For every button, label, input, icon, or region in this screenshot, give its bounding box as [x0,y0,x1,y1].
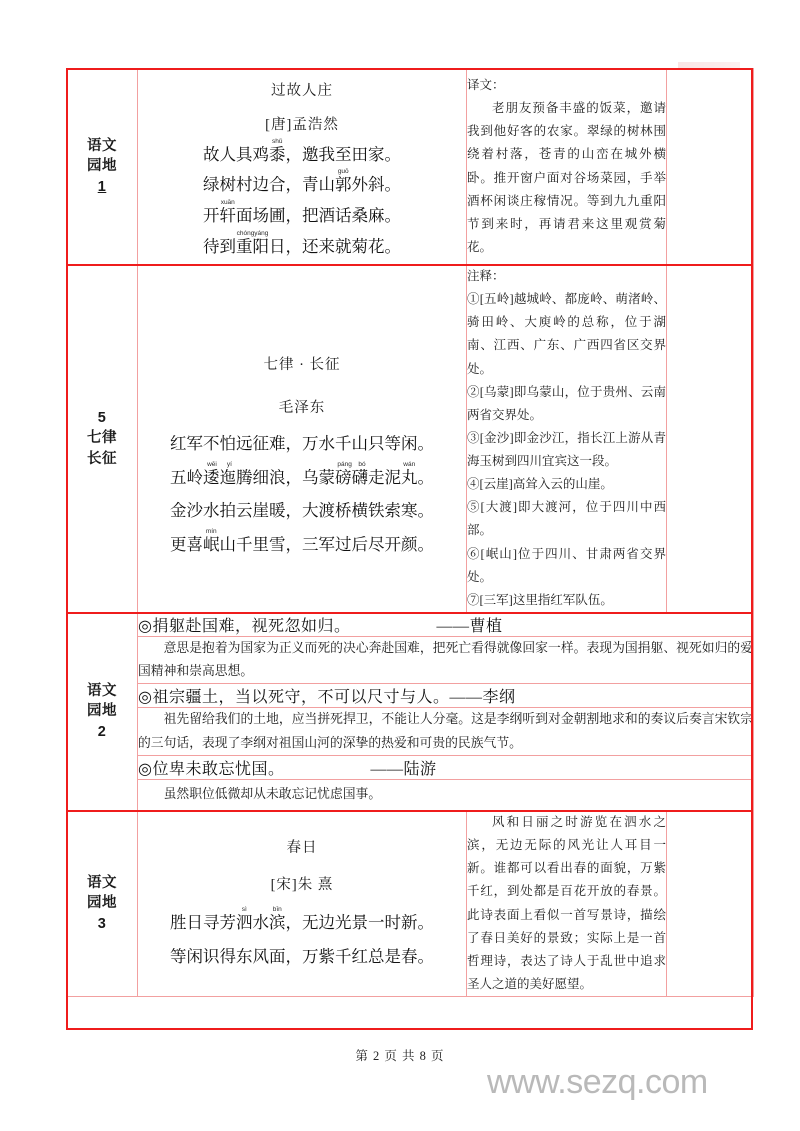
annotation-item: ⑤[大渡]即大渡河，位于四川中西部。 [467,500,666,538]
annotation-cell-2 [467,265,667,613]
poem-text: ，无边光景一时新。 [285,912,434,932]
row-label-number: 3 [97,915,107,932]
poem-text: 面场圃，把酒话桑麻。 [236,206,401,225]
translation-body: 老朋友预备丰盛的饭菜，邀请我到他好客的农家。翠绿的树林围绕着村落，苍青的山峦在城外横卧。推开窗户面对谷场菜园，手举酒杯闲谈庄稼情况。等到九九重阳节到来时，再请君来这里观赏菊花。 [467,101,666,254]
row-label-line: 园地 [87,895,117,912]
row-label-line: 语文 [87,874,117,891]
table-row [67,684,754,708]
poem-text: 胜日寻芳 [170,912,236,932]
table-row [67,811,754,997]
row-label-line: 语文 [87,137,117,154]
poem-text: 故人具鸡 [203,144,269,164]
row-label-cell-4 [67,811,138,997]
table-row [67,708,754,756]
pinyin-label: mín [203,528,220,536]
poem-line [138,940,466,974]
poem-title: 春日 [286,839,318,856]
poem-text: 走泥 [368,467,401,487]
poem-text: 更喜 [170,535,203,555]
translation-cell-4 [467,811,667,997]
table-row [67,780,754,811]
poem-text: ，邀我至田家。 [285,144,401,164]
poem-line [138,461,466,495]
poem-line [138,199,466,230]
annotation-list [467,288,666,612]
poem-text: 红军不怕远征难，万水千山只等闲。 [170,433,434,453]
poem-line [138,906,466,940]
poem-text: 绿树村边合，青山 [203,175,335,195]
poem-text: 山千里雪，三军过后尽开颜。 [219,535,434,555]
empty-cell-2 [667,265,754,613]
poem-title: 过故人庄 [271,82,333,99]
quote-row [138,684,753,707]
pinyin-annotated-text: 重阳chóngyáng [236,229,269,256]
row-label-line: 七律 [87,430,117,447]
row-label-cell-1 [67,69,138,265]
quote-row [138,613,753,636]
quote-explanation-cell-2 [138,708,754,756]
annotation-item: ④[云崖]高耸入云的山崖。 [467,477,613,492]
poem-text: 开 [203,206,220,225]
quote-explanation: 虽然职位低微却从未敢忘记忧虑国事。 [163,787,382,802]
row-label-line: 园地 [87,158,117,175]
annotation-item: ③[金沙]即金沙江，指长江上游从青海玉树到四川宜宾这一段。 [467,430,666,468]
row-label-line: 5 [97,409,107,426]
poem-line [138,494,466,528]
empty-cell-4 [667,811,754,997]
table-row [67,265,754,613]
translation-heading: 译文： [467,78,505,92]
annotation-item: ⑦[三军]这里指红军队伍。 [467,592,613,607]
poem-author: [唐]孟浩然 [265,116,339,133]
poem-author: [宋]朱 熹 [270,876,334,893]
site-watermark: www.sezq.com [487,1063,708,1101]
pinyin-annotated-text: 泗sì [236,905,253,932]
pinyin-annotated-text: 岷mín [203,528,220,555]
annotation-item: ①[五岭]越城岭、都庞岭、萌渚岭、骑田岭、大庾岭的总称，位于湖南、江西、广东、广西四省区交界处。 [467,292,666,376]
poem-lines [138,906,466,974]
pinyin-label: guō [335,168,352,176]
quote-explanation: 意思是抱着为国家为正义而死的决心奔赴国难，把死亡看得就像回家一样。表现为国捐躯、视死如归的爱国精神和崇高思想。 [138,640,753,679]
poem-text: 金沙水拍云崖暖，大渡桥横铁索寒。 [170,501,434,521]
row-label-cell-2 [67,265,138,613]
poem-text: 待到 [203,236,236,256]
poem-line [138,528,466,562]
quote-explanation-cell-3 [138,780,754,811]
quote-row [138,756,753,779]
empty-cell-1 [667,69,754,265]
poem-text: 腾细浪，乌蒙 [236,467,335,487]
annotation-heading: 注释： [467,269,505,283]
poem-text: 日，还来就菊花。 [269,236,401,256]
quote-text: ◎位卑未敢忘忧国。 [138,761,285,778]
row-label-cell-3 [67,612,138,810]
quote-attribution: ——曹植 [436,617,503,635]
quote-explanation: 祖先留给我们的土地，应当拼死捍卫，不能让人分毫。这是李纲听到对金朝割地求和的奏议后奏言宋钦宗的三句话，表现了李纲对祖国山河的深挚的热爱和可贵的民族气节。 [138,712,753,750]
pinyin-annotated-text: 轩xuān [219,199,236,225]
pinyin-label: wán [401,460,418,468]
row-label-line: 语文 [87,682,117,699]
page-footer: 第 2 页 共 8 页 [355,1049,445,1063]
annotation-item: ⑥[岷山]位于四川、甘肃两省交界处。 [467,546,666,584]
poem-line [138,138,466,169]
pinyin-annotated-text: 逶迤wēi yí [203,460,236,487]
pinyin-annotated-text: 郭guō [335,168,352,195]
poem-text: 外斜。 [351,175,401,195]
poem-text: 等闲识得东风面，万紫千红总是春。 [170,946,434,966]
poem-line [138,168,466,199]
table-body [67,69,754,997]
pinyin-label: páng bó [335,460,368,468]
poem-title: 七律 · 长征 [263,356,341,373]
quote-explanation-cell-1 [138,636,754,684]
poem-line [138,230,466,261]
quote-attribution: ——陆游 [370,761,437,778]
row-label-line: 园地 [87,703,117,720]
pinyin-label: wēi yí [203,460,236,468]
poem-cell-1 [138,69,467,265]
poem-lines [138,138,466,261]
poem-lines [138,427,466,562]
poem-line [138,427,466,461]
table-row [67,756,754,780]
pinyin-annotated-text: 丸wán [401,460,418,487]
quote-cell-3 [138,756,754,780]
annotation-item: ②[乌蒙]即乌蒙山，位于贵州、云南两省交界处。 [467,384,666,422]
quote-attribution: ——李纲 [449,689,516,707]
pinyin-label: xuān [219,199,236,206]
row-label-number: 1 [97,178,107,195]
poem-cell-2 [138,265,467,613]
pinyin-annotated-text: 磅礴páng bó [335,460,368,487]
table-row [67,69,754,265]
poem-text: 五岭 [170,467,203,487]
table-row [67,636,754,684]
pinyin-label: sì [236,905,253,913]
translation-body: 风和日丽之时游览在泗水之滨，无边无际的风光让人耳目一新。谁都可以看出春的面貌，万紫千红，到处都是百花开放的春景。此诗表面上看似一首写景诗，描绘了春日美好的景致；实际上是一首哲理诗，表达了诗人于乱世中追求圣人之道的美好愿望。 [467,815,666,991]
poem-text: 。 [417,467,434,487]
poem-cell-4 [138,811,467,997]
row-label-line: 长征 [87,450,117,467]
poetry-table [66,68,754,997]
pinyin-annotated-text: 黍shǔ [269,137,286,164]
quote-cell-1 [138,612,754,636]
pinyin-label: chóngyáng [236,229,269,237]
quote-text: ◎祖宗疆土，当以死守，不可以尺寸与人。 [138,689,450,707]
poem-author: 毛泽东 [278,399,326,416]
pinyin-annotated-text: 滨bīn [269,905,286,932]
pinyin-label: bīn [269,905,286,913]
table-row [67,612,754,636]
pinyin-label: shǔ [269,137,286,145]
row-label-number: 2 [97,723,107,740]
poem-text: 水 [252,912,269,932]
quote-text: ◎捐躯赴国难，视死忽如归。 [138,617,351,635]
quote-cell-2 [138,684,754,708]
translation-cell-1 [467,69,667,265]
